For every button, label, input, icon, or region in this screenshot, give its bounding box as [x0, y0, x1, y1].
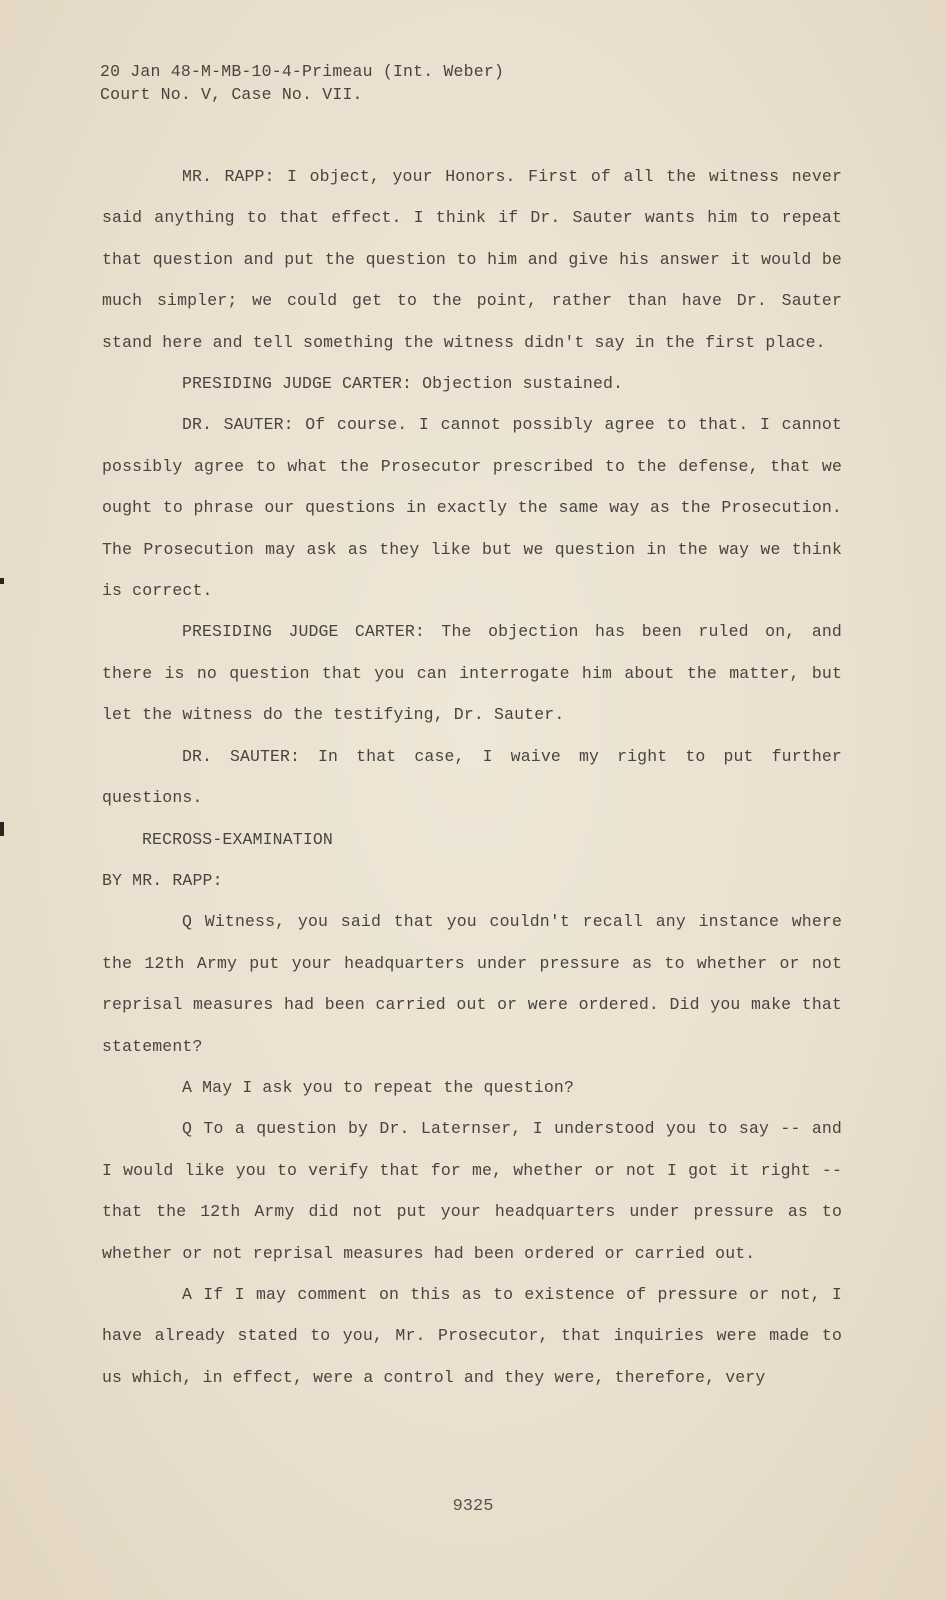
- paragraph-text: In that case, I waive my right to put further questions.: [102, 746, 842, 808]
- paragraph: [102, 404, 842, 611]
- paragraph-text: I object, your Honors. First of all the witness never said anything to that effect. I think if Dr. Sauter wants him to repeat that question and put the question to him and give his answer it would be much simpler; we could get to the point, rather than have Dr. Sauter stand here and tell something the witness didn't say in the first place.: [102, 167, 843, 352]
- qa-marker: Q: [182, 1119, 193, 1139]
- qa-entry: [102, 1108, 842, 1274]
- document-header: [100, 60, 504, 106]
- speaker-label: DR. SAUTER:: [182, 415, 294, 435]
- qa-marker: A: [182, 1077, 193, 1097]
- speaker-label: PRESIDING JUDGE CARTER:: [182, 374, 413, 394]
- qa-text: To a question by Dr. Laternser, I understood you to say -- and I would like you to verify that for me, whether or not I got it right -- that the 12th Army did not put your headquarters under pressure as to whether or not reprisal measures had been ordered or carried out.: [102, 1119, 842, 1263]
- qa-text: Witness, you said that you couldn't recall any instance where the 12th Army put your headquarters under pressure as to whether or not reprisal measures had been carried out or were ordered. Did you make that statement?: [102, 912, 842, 1056]
- header-line-2: Court No. V, Case No. VII.: [100, 85, 363, 104]
- transcript-body: [102, 156, 842, 1398]
- header-line-1: 20 Jan 48-M-MB-10-4-Primeau (Int. Weber): [100, 62, 505, 81]
- edge-mark: [0, 822, 4, 836]
- paragraph: [102, 363, 842, 404]
- speaker-label: MR. RAPP:: [182, 167, 275, 186]
- qa-entry: [102, 901, 842, 1067]
- section-heading: RECROSS-EXAMINATION: [142, 829, 333, 849]
- qa-entry: [102, 1067, 842, 1108]
- paragraph-text: Objection sustained.: [412, 374, 624, 394]
- paragraph-text: The objection has been ruled on, and there is no question that you can interrogate him about the matter, but let the witness do the testifying, Dr. Sauter.: [102, 622, 842, 725]
- qa-text: May I ask you to repeat the question?: [192, 1077, 575, 1097]
- speaker-label: PRESIDING JUDGE CARTER:: [182, 622, 425, 642]
- paragraph: [102, 611, 842, 735]
- page-number: 9325: [452, 1497, 494, 1516]
- qa-marker: A: [182, 1284, 193, 1304]
- qa-marker: Q: [182, 912, 193, 932]
- speaker-label: DR. SAUTER:: [182, 746, 300, 766]
- paragraph: [102, 156, 842, 363]
- qa-text: If I may comment on this as to existence of pressure or not, I have already stated to you, Mr. Prosecutor, that inquiries were made to us which, in effect, were a control and they were, therefore, very: [102, 1284, 842, 1387]
- qa-entry: [102, 1274, 842, 1398]
- paragraph: [102, 736, 842, 819]
- edge-mark: [0, 578, 4, 584]
- by-line: BY MR. RAPP:: [102, 870, 223, 890]
- paragraph-text: Of course. I cannot possibly agree to that. I cannot possibly agree to what the Prosecutor prescribed to the defense, that we ought to phrase our questions in exactly the same way as the Prosecution. The Prosecution may ask as they like but we question in the way we think is correct.: [102, 415, 842, 601]
